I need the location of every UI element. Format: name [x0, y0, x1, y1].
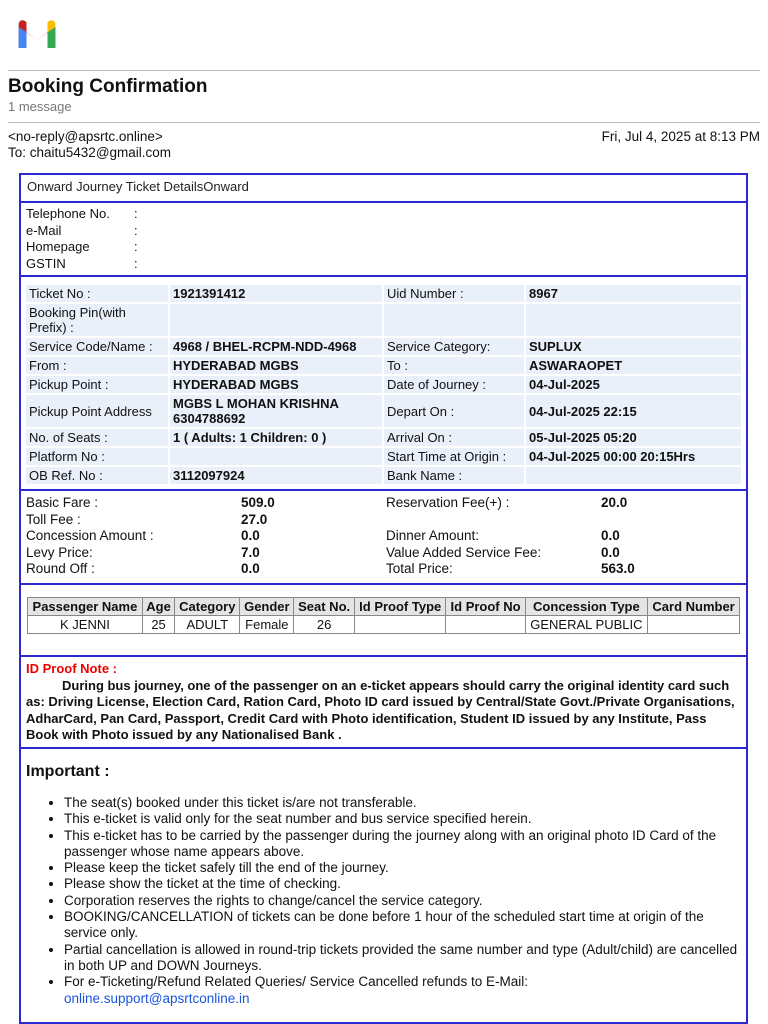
important-item — [64, 942, 741, 975]
fare-section — [21, 491, 746, 585]
passenger-column-header: Category — [175, 598, 240, 616]
fare-value: 27.0 — [241, 511, 268, 527]
fare-value: 0.0 — [241, 528, 260, 543]
passenger-column-header: Id Proof Type — [354, 598, 446, 616]
contact-sep: : — [134, 239, 138, 254]
detail-value: 1921391412 — [170, 285, 382, 302]
fare-value: 7.0 — [241, 544, 260, 560]
important-item-text: The seat(s) booked under this ticket is/are not transferable. — [64, 795, 417, 810]
passenger-cell: ADULT — [175, 616, 240, 634]
fare-label: Levy Price: — [26, 544, 93, 560]
important-item — [64, 860, 741, 876]
passenger-column-header: Concession Type — [525, 598, 648, 616]
passenger-section — [21, 585, 746, 657]
email-date: Fri, Jul 4, 2025 at 8:13 PM — [601, 129, 760, 144]
detail-row — [26, 357, 741, 374]
important-item-text: BOOKING/CANCELLATION of tickets can be done before 1 hour of the scheduled start time at origin of the service only. — [64, 909, 704, 941]
fare-label: Concession Amount : — [26, 528, 154, 543]
contact-row — [26, 223, 741, 240]
important-title: Important : — [26, 763, 110, 780]
contact-row — [26, 206, 741, 223]
fare-label: Total Price: — [386, 561, 453, 576]
contact-sep: : — [134, 206, 138, 221]
detail-label: From : — [26, 357, 168, 374]
passenger-cell: Female — [240, 616, 294, 634]
detail-value: 8967 — [526, 285, 741, 302]
passenger-cell: 26 — [294, 616, 355, 634]
fare-value: 20.0 — [601, 495, 628, 510]
contact-label: Homepage — [26, 239, 90, 254]
important-item — [64, 811, 741, 827]
contact-section — [21, 203, 746, 277]
support-email-link[interactable]: online.support@apsrtconline.in — [64, 990, 250, 1006]
passenger-column-header: Passenger Name — [28, 598, 143, 616]
important-item-text: Please keep the ticket safely till the end of the journey. — [64, 860, 389, 876]
recipient-address[interactable]: To: chaitu5432@gmail.com — [8, 145, 172, 160]
ticket-container — [19, 173, 748, 1024]
detail-row — [26, 448, 741, 465]
fare-grid — [26, 495, 741, 578]
contact-label: Telephone No. — [26, 206, 110, 221]
detail-row — [26, 467, 741, 484]
fare-label: Reservation Fee(+) : — [386, 495, 510, 510]
detail-label: Arrival On : — [384, 429, 524, 446]
detail-label: Depart On : — [384, 395, 524, 427]
important-item-text: This e-ticket is valid only for the seat number and bus service specified herein. — [64, 811, 532, 827]
passenger-cell: K JENNI — [28, 616, 143, 634]
important-item — [64, 828, 741, 861]
detail-row — [26, 429, 741, 446]
journey-details-section — [21, 277, 746, 491]
important-item-text: This e-ticket has to be carried by the passenger during the journey along with an original photo ID Card of the passenger whose name appears above. — [64, 827, 717, 859]
detail-value: HYDERABAD MGBS — [170, 376, 382, 393]
detail-value: SUPLUX — [526, 338, 741, 355]
detail-label: To : — [384, 357, 524, 374]
fare-label: Basic Fare : — [26, 495, 99, 510]
important-item-text: Please show the ticket at the time of checking. — [64, 876, 341, 892]
important-item — [64, 974, 741, 1007]
important-item — [64, 893, 741, 909]
id-proof-note-title: ID Proof Note : — [26, 661, 117, 676]
gmail-logo-icon[interactable] — [16, 18, 58, 50]
detail-label: Pickup Point Address — [26, 395, 168, 427]
passenger-row — [28, 616, 740, 634]
detail-value — [170, 448, 382, 465]
detail-label: Booking Pin(with Prefix) : — [26, 304, 168, 336]
detail-value: ASWARAOPET — [526, 357, 741, 374]
detail-label: Uid Number : — [384, 285, 524, 302]
important-section — [21, 749, 746, 1007]
detail-label: Ticket No : — [26, 285, 168, 302]
detail-label: Start Time at Origin : — [384, 448, 524, 465]
fare-value: 0.0 — [241, 561, 260, 576]
important-item-text: For e-Ticketing/Refund Related Queries/ Service Cancelled refunds to E-Mail: — [64, 974, 528, 990]
ticket-header: Onward Journey Ticket DetailsOnward — [21, 175, 746, 203]
important-item — [64, 909, 741, 942]
email-subject: Booking Confirmation — [8, 76, 208, 97]
detail-row — [26, 376, 741, 393]
important-item — [64, 876, 741, 892]
passenger-column-header: Card Number — [648, 598, 740, 616]
fare-value: 0.0 — [601, 544, 620, 560]
passenger-table — [27, 597, 740, 634]
passenger-cell — [446, 616, 525, 634]
detail-label — [384, 304, 524, 336]
id-proof-note — [21, 657, 746, 749]
detail-row — [26, 304, 741, 336]
detail-value: MGBS L MOHAN KRISHNA 6304788692 — [170, 395, 382, 427]
divider — [8, 70, 760, 71]
contact-sep: : — [134, 255, 138, 271]
passenger-cell — [354, 616, 446, 634]
id-proof-note-body: During bus journey, one of the passenger on an e-ticket appears should carry the original identity card such as: Driving License, Election Card, Ration Card, Photo ID card issued by Central/State Govt./Private Organisations, AdharCard, Pan Card, Passport, Credit Card with Photo identification, Student ID issued by any Institute, Pass Book with Photo issued by any Nationalised Bank . — [26, 677, 735, 742]
sender-address[interactable]: <no-reply@apsrtc.online> — [8, 129, 163, 144]
fare-label: Toll Fee : — [26, 511, 81, 527]
fare-label: Round Off : — [26, 561, 95, 576]
detail-value: HYDERABAD MGBS — [170, 357, 382, 374]
fare-value: 509.0 — [241, 495, 275, 510]
detail-value — [526, 467, 741, 484]
fare-label: Value Added Service Fee: — [386, 544, 542, 560]
important-item-text: Corporation reserves the rights to change/cancel the service category. — [64, 892, 483, 908]
detail-value — [170, 304, 382, 336]
detail-value: 04-Jul-2025 — [526, 376, 741, 393]
passenger-cell: GENERAL PUBLIC — [525, 616, 648, 634]
contact-sep: : — [134, 222, 138, 238]
passenger-cell — [648, 616, 740, 634]
contact-label: GSTIN — [26, 255, 66, 271]
detail-label: Date of Journey : — [384, 376, 524, 393]
fare-value — [601, 512, 741, 529]
detail-label: Service Code/Name : — [26, 338, 168, 355]
detail-label: Service Category: — [384, 338, 524, 355]
detail-label: Bank Name : — [384, 467, 524, 484]
fare-label — [386, 512, 601, 529]
detail-label: Platform No : — [26, 448, 168, 465]
detail-label: OB Ref. No : — [26, 467, 168, 484]
top-bar — [0, 0, 768, 70]
detail-value: 05-Jul-2025 05:20 — [526, 429, 741, 446]
contact-row — [26, 256, 741, 273]
detail-value: 4968 / BHEL-RCPM-NDD-4968 — [170, 338, 382, 355]
detail-label: Pickup Point : — [26, 376, 168, 393]
detail-row — [26, 395, 741, 427]
fare-label: Dinner Amount: — [386, 528, 480, 543]
detail-label: No. of Seats : — [26, 429, 168, 446]
passenger-column-header: Gender — [240, 598, 294, 616]
passenger-column-header: Seat No. — [294, 598, 355, 616]
passenger-cell: 25 — [142, 616, 174, 634]
detail-row — [26, 285, 741, 302]
passenger-column-header: Id Proof No — [446, 598, 525, 616]
fare-value: 0.0 — [601, 528, 620, 543]
contact-label: e-Mail — [26, 222, 62, 238]
detail-value: 1 ( Adults: 1 Children: 0 ) — [170, 429, 382, 446]
detail-value: 04-Jul-2025 22:15 — [526, 395, 741, 427]
detail-row — [26, 338, 741, 355]
detail-value — [526, 304, 741, 336]
important-list — [26, 795, 741, 1007]
message-count: 1 message — [8, 99, 72, 114]
divider — [8, 122, 760, 123]
passenger-column-header: Age — [142, 598, 174, 616]
fare-value: 563.0 — [601, 561, 635, 576]
journey-details-table — [24, 283, 743, 486]
important-item-text: Partial cancellation is allowed in round-trip tickets provided the same number and type (Adult/child) are cancelled in both UP and DOWN Journeys. — [64, 941, 738, 973]
contact-row — [26, 239, 741, 256]
detail-value: 04-Jul-2025 00:00 20:15Hrs — [526, 448, 741, 465]
detail-value: 3112097924 — [170, 467, 382, 484]
important-item — [64, 795, 741, 811]
